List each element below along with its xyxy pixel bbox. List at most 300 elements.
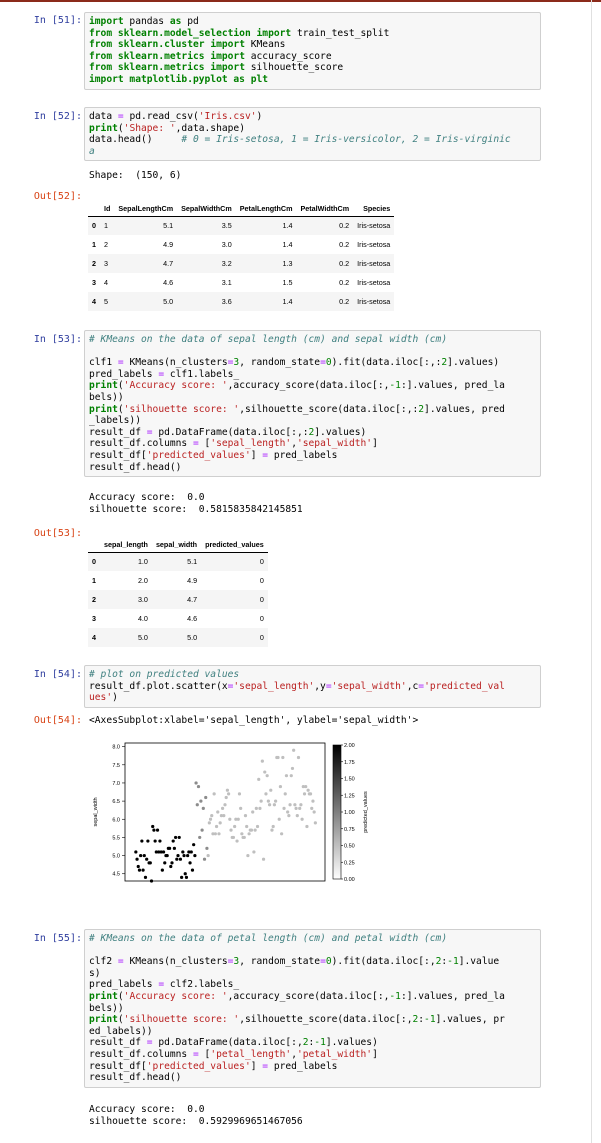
code-token: =: [117, 111, 124, 122]
code-token: print: [89, 403, 118, 415]
code-token: ].values): [325, 1037, 378, 1049]
code-line: [89, 1061, 536, 1073]
code-token: 'Accuracy score: ': [123, 380, 228, 392]
code-token: train_test_split: [291, 27, 390, 39]
scatter-point: [291, 767, 294, 770]
scatter-point: [215, 825, 218, 828]
scatter-point: [202, 807, 205, 810]
row-index: 4: [92, 633, 96, 642]
table-cell: Iris-setosa: [357, 297, 391, 306]
code-token: ): [112, 692, 118, 704]
code-token: =: [146, 1037, 153, 1049]
code-token: print: [89, 122, 118, 134]
scatter-point: [305, 825, 308, 828]
scatter-point: [222, 814, 225, 817]
scatter-point: [293, 803, 296, 806]
scatter-point: [228, 818, 231, 821]
table-cell: 0: [259, 557, 264, 567]
code-line: [89, 39, 536, 51]
code-line: [89, 16, 536, 28]
scatter-point: [229, 829, 232, 832]
code-token: :: [418, 1014, 425, 1026]
code-token: 'predicted_values': [146, 449, 251, 461]
code-cell-51[interactable]: [84, 12, 541, 90]
table-cell: 2.0: [137, 576, 148, 585]
scatter-point: [162, 850, 165, 853]
table-cell: 5.0: [137, 633, 148, 642]
scatter-point: [166, 854, 169, 857]
scatter-point: [266, 774, 269, 777]
code-token: 'sepal_length': [210, 438, 292, 450]
output-repr-54: <AxesSubplot:xlabel='sepal_length', ylabel='sepal_width'>: [89, 715, 419, 726]
scatter-point: [235, 839, 238, 842]
stdout-52: Shape: (150, 6): [89, 170, 182, 181]
code-token: import: [210, 50, 245, 62]
table-cell: 0.2: [339, 221, 350, 231]
code-token: =: [227, 956, 234, 968]
scatter-point: [191, 869, 194, 872]
scatter-point: [158, 839, 161, 842]
scatter-point: [290, 774, 293, 777]
scatter-point: [310, 807, 313, 810]
code-token: KMeans(n_clusters: [123, 357, 228, 369]
table-cell: 4.6: [187, 614, 198, 623]
code-token: ,accuracy_score(data.iloc[:,: [227, 380, 390, 392]
scatter-point: [297, 756, 300, 759]
row-index: 2: [92, 595, 96, 604]
scatter-point: [208, 821, 211, 824]
scatter-point: [188, 861, 191, 864]
code-token: print: [89, 990, 118, 1002]
table-cell: 1.5: [282, 278, 293, 287]
in-prompt-54: In [54]:: [33, 669, 82, 680]
code-line: [89, 404, 536, 416]
code-cell-53[interactable]: [84, 330, 541, 477]
notebook-top-border: [0, 0, 601, 2]
table-cell: 0.2: [339, 278, 350, 287]
code-token: 'predicted_val: [424, 680, 505, 692]
in-prompt-55: In [55]:: [33, 933, 82, 944]
scatter-point: [226, 789, 229, 792]
column-header: predicted_values: [201, 538, 268, 552]
table-row: [88, 254, 394, 273]
code-line: [89, 28, 536, 40]
scatter-point: [288, 803, 291, 806]
scatter-point: [180, 876, 183, 879]
table-cell: 3.5: [221, 221, 232, 231]
code-token: =: [320, 956, 326, 968]
code-token: -1: [447, 956, 459, 968]
row-index: 1: [92, 576, 96, 585]
code-line: [89, 380, 536, 392]
code-token: as: [233, 73, 245, 85]
code-line: [89, 933, 536, 945]
table-row: [88, 628, 268, 647]
scatter-point: [309, 792, 312, 795]
scatter-point: [301, 818, 304, 821]
code-token: result_df: [89, 426, 147, 438]
scatter-point: [285, 774, 288, 777]
scatter-point: [145, 858, 148, 861]
table-cell: 0: [259, 614, 264, 623]
code-cell-54[interactable]: [84, 665, 541, 708]
scatter-point: [227, 792, 230, 795]
scatter-point: [140, 839, 143, 842]
table-cell: 5.0: [187, 633, 198, 642]
code-token: =: [227, 357, 234, 369]
scatter-point: [238, 792, 241, 795]
table-cell: 4.7: [163, 259, 174, 268]
row-index: 0: [92, 221, 96, 231]
scatter-point: [239, 807, 242, 810]
code-token: ).fit(data.iloc[:,:: [331, 357, 442, 369]
code-line: [89, 692, 536, 704]
scatter-point: [282, 807, 285, 810]
code-token: data.head(): [89, 134, 182, 146]
out-prompt-53: Out[53]:: [33, 528, 82, 539]
code-token: (: [117, 403, 124, 415]
code-token: sklearn.metrics: [112, 62, 211, 74]
code-token: sklearn.metrics: [112, 50, 211, 62]
scatter-point: [303, 792, 306, 795]
code-token: -1: [389, 380, 401, 392]
scatter-point: [267, 800, 270, 803]
code-token: # plot on predicted values: [89, 669, 240, 680]
code-token: =: [262, 1060, 269, 1072]
table-cell: 0.2: [339, 297, 350, 306]
code-line: [89, 681, 536, 693]
table-cell: 1.4: [282, 297, 293, 306]
table-cell: 1: [104, 221, 108, 231]
code-token: pred_labels: [89, 979, 159, 991]
code-token: 'petal_length': [210, 1048, 292, 1060]
code-token: 3: [233, 357, 240, 369]
table-cell: 1.4: [282, 240, 293, 249]
code-token: , random_state: [239, 357, 321, 369]
table-cell: 2: [104, 240, 108, 249]
scatter-point: [201, 829, 204, 832]
table-cell: 3.2: [221, 259, 232, 268]
code-line: [89, 134, 536, 146]
colorbar-tick-label: 0.50: [344, 843, 355, 850]
scatter-point: [250, 829, 253, 832]
code-token: =: [158, 368, 165, 380]
scatter-point: [251, 810, 254, 813]
code-token: 2: [308, 426, 315, 438]
table-cell: Iris-setosa: [357, 259, 391, 268]
scatter-point: [198, 836, 201, 839]
table-cell: 4: [104, 278, 108, 287]
stdout-53: Accuracy score: 0.0 silhouette score: 0.5815835842145851: [89, 492, 303, 515]
scatter-point: [203, 858, 206, 861]
scatter-point: [196, 803, 199, 806]
scatter-point: [186, 854, 189, 857]
code-line: [89, 415, 536, 427]
code-token: silhouette_score: [244, 62, 344, 74]
scatter-point: [257, 778, 260, 781]
scatter-point: [175, 858, 178, 861]
code-token: ): [256, 111, 263, 122]
code-token: =: [418, 680, 425, 692]
colorbar: [333, 745, 341, 879]
code-line: [89, 123, 536, 135]
scatter-point: [299, 803, 302, 806]
code-token: ed_labels)): [89, 1025, 153, 1037]
code-token: 'sepal_width': [296, 438, 373, 450]
code-token: import: [256, 27, 292, 39]
code-token: KMeans: [244, 39, 286, 51]
scatter-point: [213, 792, 216, 795]
scatter-point: [176, 854, 179, 857]
code-token: 2: [302, 1037, 309, 1049]
code-token: =: [227, 680, 234, 692]
column-header: SepalWidthCm: [177, 202, 236, 216]
scatter-point: [313, 810, 316, 813]
scatter-point: [254, 829, 257, 832]
dataframe-52: [88, 202, 394, 311]
table-row: [88, 216, 394, 235]
code-token: [: [198, 438, 211, 450]
code-token: import: [89, 73, 124, 85]
code-line: [89, 450, 536, 462]
y-ticks: [112, 745, 125, 878]
table-cell: 3.6: [221, 297, 232, 306]
scatter-point: [143, 854, 146, 857]
code-token: ,accuracy_score(data.iloc[:,: [227, 990, 390, 1002]
scatter-point: [276, 756, 279, 759]
scatter-point: [192, 843, 195, 846]
y-axis-label: sepal_width: [93, 797, 99, 827]
table-cell: 0: [259, 633, 264, 642]
code-token: result_df.plot.scatter(x: [89, 680, 228, 692]
code-token: 0: [325, 956, 332, 968]
code-token: ,: [291, 438, 297, 450]
scatter-point: [135, 858, 138, 861]
table-cell: 0: [259, 576, 264, 585]
y-tick-label: 5.5: [112, 835, 120, 842]
code-token: ].values, pr: [435, 1014, 505, 1026]
code-line: [89, 1049, 536, 1061]
table-cell: 3.0: [137, 595, 148, 604]
notebook-right-border: [591, 0, 592, 1143]
row-index: 3: [92, 278, 96, 287]
code-line: [89, 968, 536, 980]
scatter-point: [190, 850, 193, 853]
code-token: 'predicted_values': [146, 1060, 251, 1072]
y-tick-label: 6.5: [112, 799, 120, 806]
code-token: KMeans(n_clusters: [123, 956, 228, 968]
code-token: 'silhouette score: ': [123, 403, 240, 415]
scatter-point: [246, 854, 249, 857]
scatter-point: [217, 832, 220, 835]
column-header: sepal_length: [100, 538, 152, 552]
code-token: # 0 = Iris-setosa, 1 = Iris-versicolor, 2 = Iris-virginic: [181, 134, 511, 146]
colorbar-tick-label: 2.00: [344, 743, 355, 749]
scatter-point: [225, 796, 228, 799]
code-line: [89, 146, 536, 158]
code-line: [89, 1037, 536, 1049]
dataframe-53: [88, 538, 268, 647]
code-token: pd.DataFrame(data.iloc[:,:: [152, 426, 309, 438]
code-line: [89, 346, 536, 358]
table-cell: 5: [104, 297, 108, 306]
scatter-point: [199, 800, 202, 803]
code-token: clf2.labels_: [164, 979, 240, 991]
table-row: [88, 552, 268, 571]
code-token: ].values): [314, 426, 367, 438]
code-line: [89, 956, 536, 968]
code-cell-52[interactable]: [84, 107, 541, 161]
scatter-point: [144, 876, 147, 879]
scatter-point: [184, 872, 187, 875]
code-token: =: [146, 426, 153, 438]
code-line: [89, 1072, 536, 1084]
table-cell: 4.6: [163, 278, 174, 287]
code-token: [: [198, 1048, 211, 1060]
scatter-point: [258, 807, 261, 810]
y-tick-label: 6.0: [112, 817, 120, 824]
code-line: [89, 392, 536, 404]
row-index: 0: [92, 557, 96, 567]
scatter-point: [156, 829, 159, 832]
scatter-point: [174, 836, 177, 839]
code-token: import: [210, 62, 245, 74]
code-line: [89, 438, 536, 450]
table-cell: 4.7: [187, 595, 198, 604]
in-prompt-52: In [52]:: [33, 111, 82, 122]
code-token: =: [262, 449, 269, 461]
code-token: ]: [250, 449, 263, 461]
code-token: :: [308, 1037, 315, 1049]
table-row: [88, 292, 394, 311]
code-token: accuracy_score: [244, 50, 332, 62]
scatter-point: [284, 792, 287, 795]
code-token: # KMeans on the data of sepal length (cm) and sepal width (cm): [89, 334, 448, 345]
scatter-point: [154, 839, 157, 842]
code-line: [89, 669, 536, 681]
table-cell: 3: [104, 259, 108, 268]
y-tick-label: 5.0: [112, 853, 120, 860]
code-token: result_df[: [89, 1060, 147, 1072]
code-token: 2: [441, 357, 448, 369]
scatter-point: [214, 832, 217, 835]
scatter-point: [292, 749, 295, 752]
scatter-point: [179, 858, 182, 861]
code-token: import: [210, 39, 245, 51]
plot-frame: [125, 743, 325, 881]
column-header: PetalWidthCm: [296, 202, 353, 216]
code-token: -1: [314, 1037, 326, 1049]
table-cell: 4.9: [163, 240, 174, 249]
y-tick-label: 8.0: [112, 744, 120, 751]
scatter-point: [281, 756, 284, 759]
code-line: [89, 979, 536, 991]
column-header: sepal_width: [152, 538, 201, 552]
code-token: 'Accuracy score: ': [123, 990, 228, 1002]
code-token: plt: [244, 73, 269, 85]
out-prompt-52: Out[52]:: [33, 191, 82, 202]
scatter-point: [252, 850, 255, 853]
code-token: ,: [291, 1048, 297, 1060]
code-token: (: [117, 122, 124, 134]
table-cell: 3.0: [221, 240, 232, 249]
scatter-point: [260, 800, 263, 803]
column-header: Species: [353, 202, 394, 216]
scatter-point: [173, 847, 176, 850]
table-row: [88, 609, 268, 628]
code-token: import: [89, 16, 124, 27]
code-token: print: [89, 380, 118, 392]
code-token: result_df.columns: [89, 438, 193, 450]
code-token: pd.read_csv(: [123, 111, 199, 122]
scatter-point: [169, 865, 172, 868]
scatter-point: [268, 803, 271, 806]
code-token: ]: [250, 1060, 263, 1072]
code-token: ,data.shape): [175, 122, 245, 134]
scatter-point: [270, 829, 273, 832]
table-cell: 1.3: [282, 259, 293, 268]
colorbar-tick-label: 0.75: [344, 826, 355, 833]
code-token: result_df.head(): [89, 1072, 182, 1084]
code-line: [89, 51, 536, 63]
code-token: (: [117, 380, 124, 392]
row-index: 4: [92, 297, 96, 306]
code-token: sklearn.cluster: [112, 39, 211, 51]
code-token: 'petal_width': [296, 1048, 373, 1060]
table-cell: 5.1: [187, 557, 198, 567]
code-token: result_df[: [89, 449, 147, 461]
scatter-point: [233, 825, 236, 828]
code-token: , random_state: [239, 956, 321, 968]
code-token: ]: [372, 1048, 378, 1060]
code-token: ,y: [314, 680, 326, 692]
code-token: s): [89, 967, 101, 979]
stdout-55: Accuracy score: 0.0 silhouette score: 0.5929969651467056: [89, 1104, 303, 1127]
code-line: [89, 462, 536, 474]
scatter-point: [264, 792, 267, 795]
out-prompt-54: Out[54]:: [33, 715, 82, 726]
code-cell-55[interactable]: [84, 929, 541, 1088]
code-token: pred_labels: [268, 1060, 338, 1072]
code-line: [89, 427, 536, 439]
code-token: ues': [89, 692, 113, 704]
column-header: [88, 538, 100, 552]
code-token: from: [89, 39, 113, 51]
code-line: [89, 1014, 536, 1026]
code-token: clf1.labels_: [164, 368, 240, 380]
code-token: result_df.head(): [89, 461, 182, 473]
scatter-point: [240, 832, 243, 835]
colorbar-tick-label: 0.25: [344, 860, 355, 867]
table-cell: 0: [259, 595, 264, 604]
code-token: ].value: [458, 956, 500, 968]
scatter-point: [237, 818, 240, 821]
code-token: result_df: [89, 1037, 147, 1049]
colorbar-ticks: [341, 743, 355, 883]
table-cell: 1.4: [282, 221, 293, 231]
scatter-point: [255, 807, 258, 810]
code-token: =: [117, 956, 124, 968]
code-line: [89, 1026, 536, 1038]
scatter-point: [261, 760, 264, 763]
y-tick-label: 7.0: [112, 780, 120, 787]
table-cell: 1.0: [137, 557, 148, 567]
code-line: [89, 334, 536, 346]
scatter-point: [274, 800, 277, 803]
code-token: pred_labels: [89, 368, 159, 380]
scatter-point: [311, 800, 314, 803]
scatter-point: [243, 836, 246, 839]
